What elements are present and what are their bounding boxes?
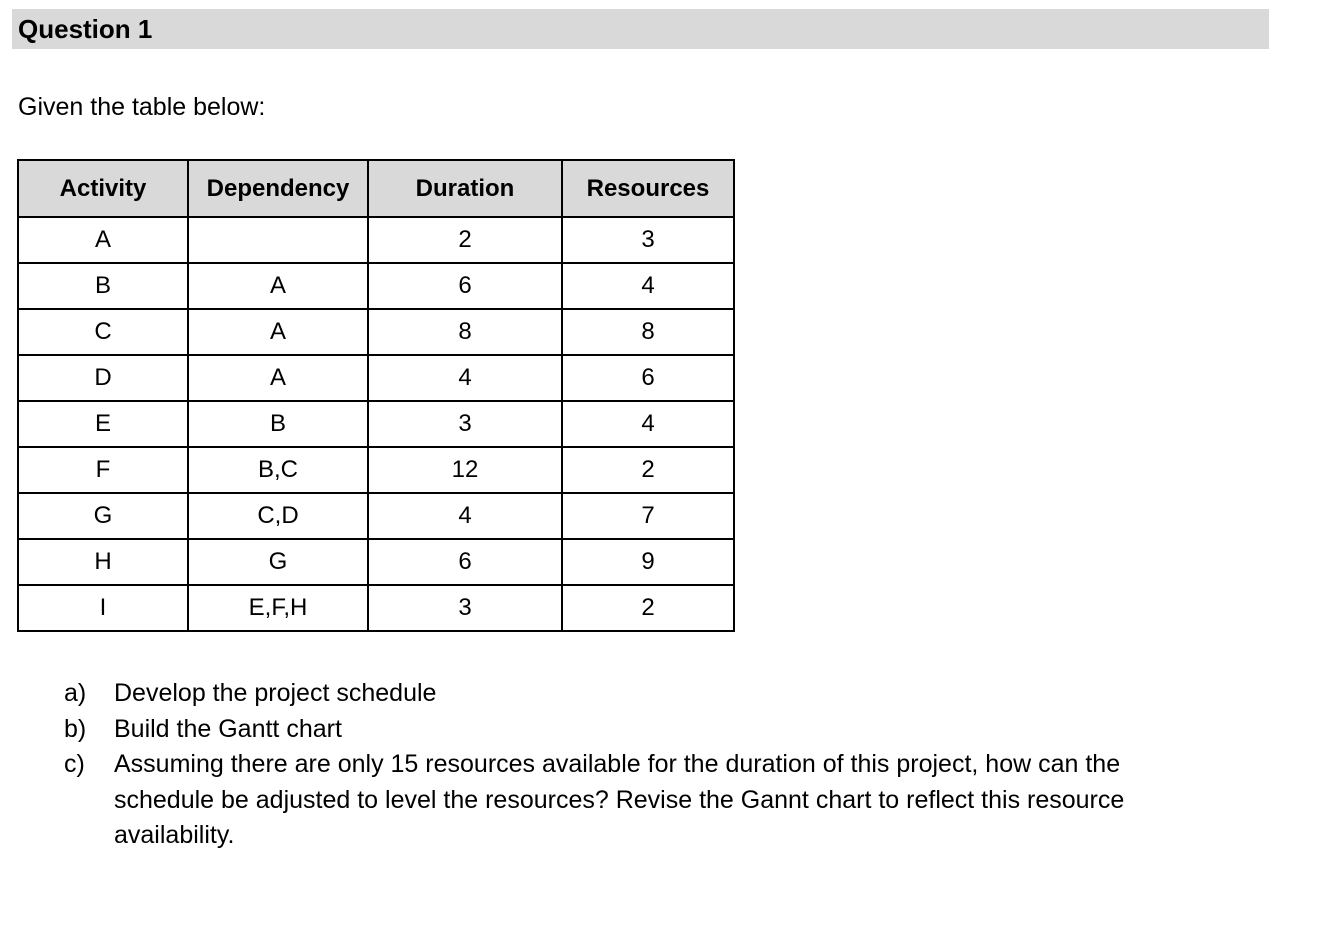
cell-activity: G — [18, 493, 188, 539]
cell-dependency: G — [188, 539, 368, 585]
cell-duration: 3 — [368, 401, 562, 447]
cell-duration: 12 — [368, 447, 562, 493]
cell-activity: F — [18, 447, 188, 493]
cell-resources: 7 — [562, 493, 734, 539]
header-activity: Activity — [18, 160, 188, 217]
header-dependency: Dependency — [188, 160, 368, 217]
cell-activity: I — [18, 585, 188, 631]
cell-duration: 3 — [368, 585, 562, 631]
cell-duration: 2 — [368, 217, 562, 263]
question-item — [64, 676, 1264, 712]
table-row — [18, 263, 734, 309]
question-marker: a) — [64, 679, 87, 707]
question-header — [12, 9, 1269, 49]
cell-dependency: A — [188, 355, 368, 401]
cell-dependency: E,F,H — [188, 585, 368, 631]
cell-resources: 3 — [562, 217, 734, 263]
question-marker: b) — [64, 714, 87, 743]
cell-resources: 2 — [562, 585, 734, 631]
cell-dependency: B,C — [188, 447, 368, 493]
cell-duration: 8 — [368, 309, 562, 355]
header-resources: Resources — [562, 160, 734, 217]
cell-activity: A — [18, 217, 188, 263]
question-text: Build the Gantt chart — [114, 714, 342, 743]
cell-resources: 6 — [562, 355, 734, 401]
cell-activity: B — [18, 263, 188, 309]
question-text: Develop the project schedule — [114, 679, 437, 707]
table-row — [18, 309, 734, 355]
cell-resources: 4 — [562, 401, 734, 447]
cell-dependency — [188, 217, 368, 263]
table-row — [18, 447, 734, 493]
table-row — [18, 355, 734, 401]
question-item — [64, 712, 1264, 748]
cell-resources: 4 — [562, 263, 734, 309]
question-item — [64, 747, 1264, 854]
cell-activity: C — [18, 309, 188, 355]
intro-text: Given the table below: — [18, 93, 266, 121]
cell-dependency: B — [188, 401, 368, 447]
table-row — [18, 539, 734, 585]
cell-resources: 9 — [562, 539, 734, 585]
cell-duration: 4 — [368, 493, 562, 539]
question-list — [64, 676, 1264, 854]
header-duration: Duration — [368, 160, 562, 217]
cell-activity: E — [18, 401, 188, 447]
cell-dependency: A — [188, 263, 368, 309]
cell-dependency: A — [188, 309, 368, 355]
cell-duration: 4 — [368, 355, 562, 401]
cell-resources: 8 — [562, 309, 734, 355]
cell-duration: 6 — [368, 539, 562, 585]
question-text: Assuming there are only 15 resources available for the duration of this project, how can the schedule be adjusted to level the resources? Revise the Gannt chart to reflect this resource availability. — [114, 750, 1125, 849]
table-row — [18, 585, 734, 631]
question-marker: c) — [64, 750, 85, 778]
activity-table — [17, 159, 735, 632]
table-row — [18, 401, 734, 447]
cell-duration: 6 — [368, 263, 562, 309]
question-title: Question 1 — [18, 14, 153, 44]
table-header-row — [18, 160, 734, 217]
table-row — [18, 493, 734, 539]
cell-activity: H — [18, 539, 188, 585]
cell-dependency: C,D — [188, 493, 368, 539]
table-row — [18, 217, 734, 263]
cell-resources: 2 — [562, 447, 734, 493]
cell-activity: D — [18, 355, 188, 401]
